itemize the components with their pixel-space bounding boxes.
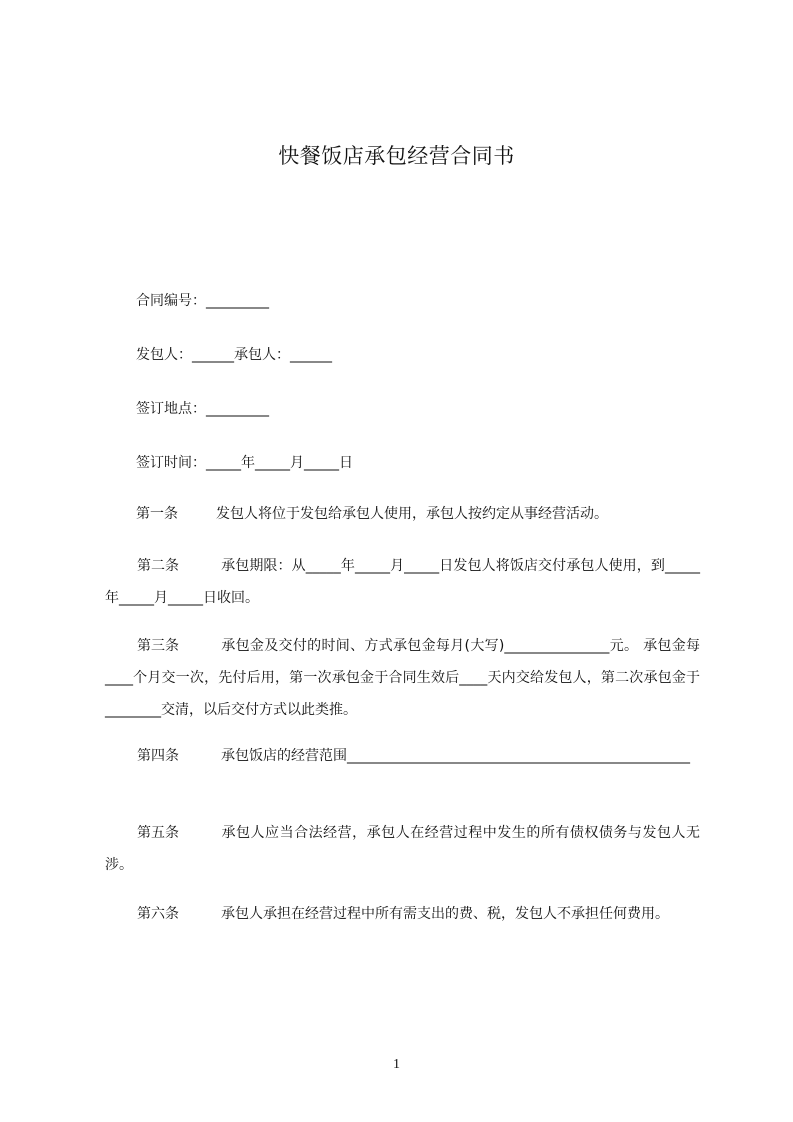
article-5 [105,817,700,881]
article-text: 发包人将位于发包给承包人使用，承包人按约定从事经营活动。 [216,506,608,522]
article-text: 承包金及交付的时间、方式承包金每月(大写)_______________元。 承包金每____个月交一次，先付后用，第一次承包金于合同生效后____天内交给发包人，第二次承包金于________交清，以后交付方式以此类推。 [105,638,700,718]
signing-date-field: 签订时间：_____年_____月_____日 [136,455,353,471]
article-1 [105,498,700,531]
contract-number-field: 合同编号：_________ [136,293,269,309]
article-3 [105,630,700,726]
article-number: 第五条 [137,825,179,841]
article-6 [105,898,700,930]
document-title: 快餐饭店承包经营合同书 [278,144,515,168]
article-number: 第四条 [137,748,179,764]
article-text: 承包人应当合法经营，承包人在经营过程中发生的所有债权债务与发包人无涉。 [105,825,700,873]
article-4 [105,740,700,772]
parties-field: 发包人：______承包人：______ [136,347,332,363]
article-text: 承包饭店的经营范围_________________________________________________ [221,748,690,764]
article-text: 承包人承担在经营过程中所有需支出的费、税，发包人不承担任何费用。 [221,906,669,922]
article-2 [105,550,700,614]
article-number: 第一条 [136,506,178,522]
article-text: 承包期限：从_____年_____月_____日发包人将饭店交付承包人使用，到_____年_____月_____日收回。 [105,558,700,606]
signing-place-field: 签订地点：_________ [136,401,269,417]
article-number: 第三条 [137,638,179,654]
article-number: 第二条 [137,558,179,574]
article-number: 第六条 [137,906,179,922]
page-number: 1 [393,1057,400,1072]
